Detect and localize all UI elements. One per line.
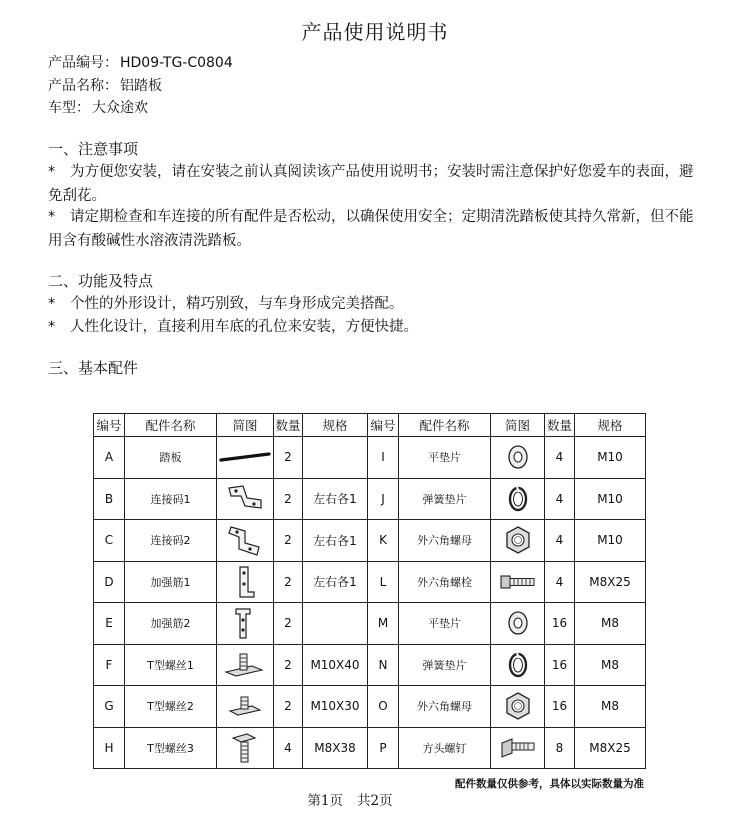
- part-code: E: [94, 603, 125, 645]
- part-code: J: [368, 478, 399, 520]
- note-2: [48, 205, 698, 253]
- part-qty: 2: [274, 644, 303, 686]
- feature-2-text: 人性化设计，直接利用车底的孔位来安装，方便快捷。: [70, 319, 418, 335]
- part-code: K: [368, 520, 399, 562]
- table-header-row: [94, 414, 646, 437]
- vehicle-label: 车型：: [48, 100, 90, 116]
- part-spec: M8X38: [303, 727, 368, 769]
- product-name: 铝踏板: [120, 78, 162, 94]
- page-number: 第1页: [307, 793, 343, 809]
- part-code: I: [368, 437, 399, 479]
- part-code: M: [368, 603, 399, 645]
- parts-table: [93, 413, 646, 769]
- part-spec: M8: [575, 644, 646, 686]
- table-row: [94, 520, 646, 562]
- part-code: A: [94, 437, 125, 479]
- feature-1: [48, 292, 698, 316]
- part-name: 弹簧垫片: [399, 478, 491, 520]
- parts-title: 三、基本配件: [48, 359, 139, 377]
- part-name: T型螺丝3: [125, 727, 217, 769]
- reinforcement-icon: [217, 564, 273, 600]
- header-qty: 数量: [545, 414, 575, 437]
- part-spec: M10X30: [303, 686, 368, 728]
- product-code-line: [48, 52, 233, 72]
- part-qty: 2: [274, 520, 303, 562]
- bullet-star: *: [48, 296, 56, 312]
- part-spec: M10: [575, 520, 646, 562]
- spring-washer-icon: [491, 651, 544, 679]
- part-spec: M8X25: [575, 561, 646, 603]
- product-code-label: 产品编号：: [48, 55, 118, 71]
- table-row: [94, 727, 646, 769]
- page-total: 共2页: [357, 793, 393, 809]
- part-qty: 2: [274, 561, 303, 603]
- part-code: B: [94, 478, 125, 520]
- part-spec: M10: [575, 437, 646, 479]
- part-qty: 16: [545, 686, 575, 728]
- part-name: 加强筋2: [125, 603, 217, 645]
- part-qty: 2: [274, 478, 303, 520]
- part-name: 外六角螺栓: [399, 561, 491, 603]
- part-qty: 4: [274, 727, 303, 769]
- hex-nut-icon: [491, 691, 544, 721]
- part-code: O: [368, 686, 399, 728]
- square-head-bolt-icon: [491, 733, 544, 763]
- part-qty: 4: [545, 520, 575, 562]
- note-1-text: 为方便您安装，请在安装之前认真阅读该产品使用说明书；安装时需注意保护好您爱车的表面，避免刮花。: [48, 164, 694, 204]
- header-name: 配件名称: [125, 414, 217, 437]
- part-code: H: [94, 727, 125, 769]
- spring-washer-icon: [491, 485, 544, 513]
- product-code: HD09-TG-C0804: [120, 55, 233, 71]
- part-name: 外六角螺母: [399, 520, 491, 562]
- vehicle-line: [48, 97, 148, 117]
- bullet-star: *: [48, 164, 56, 180]
- part-spec: M10X40: [303, 644, 368, 686]
- part-qty: 8: [545, 727, 575, 769]
- quantity-footnote: 配件数量仅供参考，具体以实际数量为准: [455, 778, 644, 790]
- part-spec: 左右各1: [303, 520, 368, 562]
- bracket-icon: [217, 523, 273, 557]
- part-qty: 2: [274, 603, 303, 645]
- part-name: T型螺丝2: [125, 686, 217, 728]
- part-code: N: [368, 644, 399, 686]
- part-name: 踏板: [125, 437, 217, 479]
- part-qty: 2: [274, 437, 303, 479]
- part-code: C: [94, 520, 125, 562]
- hex-nut-icon: [491, 525, 544, 555]
- feature-2: [48, 315, 698, 339]
- table-row: [94, 561, 646, 603]
- part-spec: [303, 437, 368, 479]
- part-code: D: [94, 561, 125, 603]
- part-spec: 左右各1: [303, 561, 368, 603]
- table-row: [94, 478, 646, 520]
- part-name: 方头螺钉: [399, 727, 491, 769]
- part-code: P: [368, 727, 399, 769]
- product-name-line: [48, 75, 162, 95]
- header-code: 编号: [368, 414, 399, 437]
- part-qty: 4: [545, 561, 575, 603]
- part-code: G: [94, 686, 125, 728]
- part-name: 外六角螺母: [399, 686, 491, 728]
- part-qty: 16: [545, 644, 575, 686]
- part-qty: 4: [545, 478, 575, 520]
- part-code: L: [368, 561, 399, 603]
- table-row: [94, 603, 646, 645]
- header-sketch: 简图: [491, 414, 545, 437]
- step-board-icon: [217, 450, 273, 464]
- part-name: 平垫片: [399, 437, 491, 479]
- flat-washer-icon: [491, 443, 544, 471]
- page-indicator: [0, 789, 700, 809]
- part-qty: 16: [545, 603, 575, 645]
- part-name: 加强筋1: [125, 561, 217, 603]
- flat-washer-icon: [491, 609, 544, 637]
- bullet-star: *: [48, 319, 56, 335]
- part-qty: 4: [545, 437, 575, 479]
- table-row: [94, 644, 646, 686]
- notes-title: 一、注意事项: [48, 140, 139, 158]
- header-code: 编号: [94, 414, 125, 437]
- feature-1-text: 个性的外形设计，精巧别致，与车身形成完美搭配。: [70, 296, 404, 312]
- bracket-icon: [217, 482, 273, 516]
- part-qty: 2: [274, 686, 303, 728]
- header-name: 配件名称: [399, 414, 491, 437]
- part-spec: M8: [575, 686, 646, 728]
- header-sketch: 简图: [217, 414, 274, 437]
- bullet-star: *: [48, 209, 56, 225]
- part-spec: 左右各1: [303, 478, 368, 520]
- product-name-label: 产品名称：: [48, 78, 118, 94]
- part-name: T型螺丝1: [125, 644, 217, 686]
- features-title: 二、功能及特点: [48, 272, 154, 290]
- note-2-text: 请定期检查和车连接的所有配件是否松动，以确保使用安全；定期清洗踏板使其持久常新，但不能用含有酸碱性水溶液清洗踏板。: [48, 209, 694, 249]
- t-bolt-icon: [217, 689, 273, 723]
- hex-bolt-icon: [491, 572, 544, 592]
- part-spec: M10: [575, 478, 646, 520]
- part-spec: M8: [575, 603, 646, 645]
- header-spec: 规格: [303, 414, 368, 437]
- document-title: 产品使用说明书: [301, 20, 449, 44]
- note-1: [48, 160, 698, 208]
- reinforcement-icon: [217, 605, 273, 641]
- part-spec: M8X25: [575, 727, 646, 769]
- part-name: 连接码2: [125, 520, 217, 562]
- vehicle: 大众途欢: [92, 100, 148, 116]
- part-name: 连接码1: [125, 478, 217, 520]
- t-bolt-icon: [217, 648, 273, 682]
- header-spec: 规格: [575, 414, 646, 437]
- part-name: 弹簧垫片: [399, 644, 491, 686]
- part-code: F: [94, 644, 125, 686]
- table-row: [94, 686, 646, 728]
- table-row: [94, 437, 646, 479]
- header-qty: 数量: [274, 414, 303, 437]
- part-spec: [303, 603, 368, 645]
- part-name: 平垫片: [399, 603, 491, 645]
- t-bolt-icon: [217, 730, 273, 766]
